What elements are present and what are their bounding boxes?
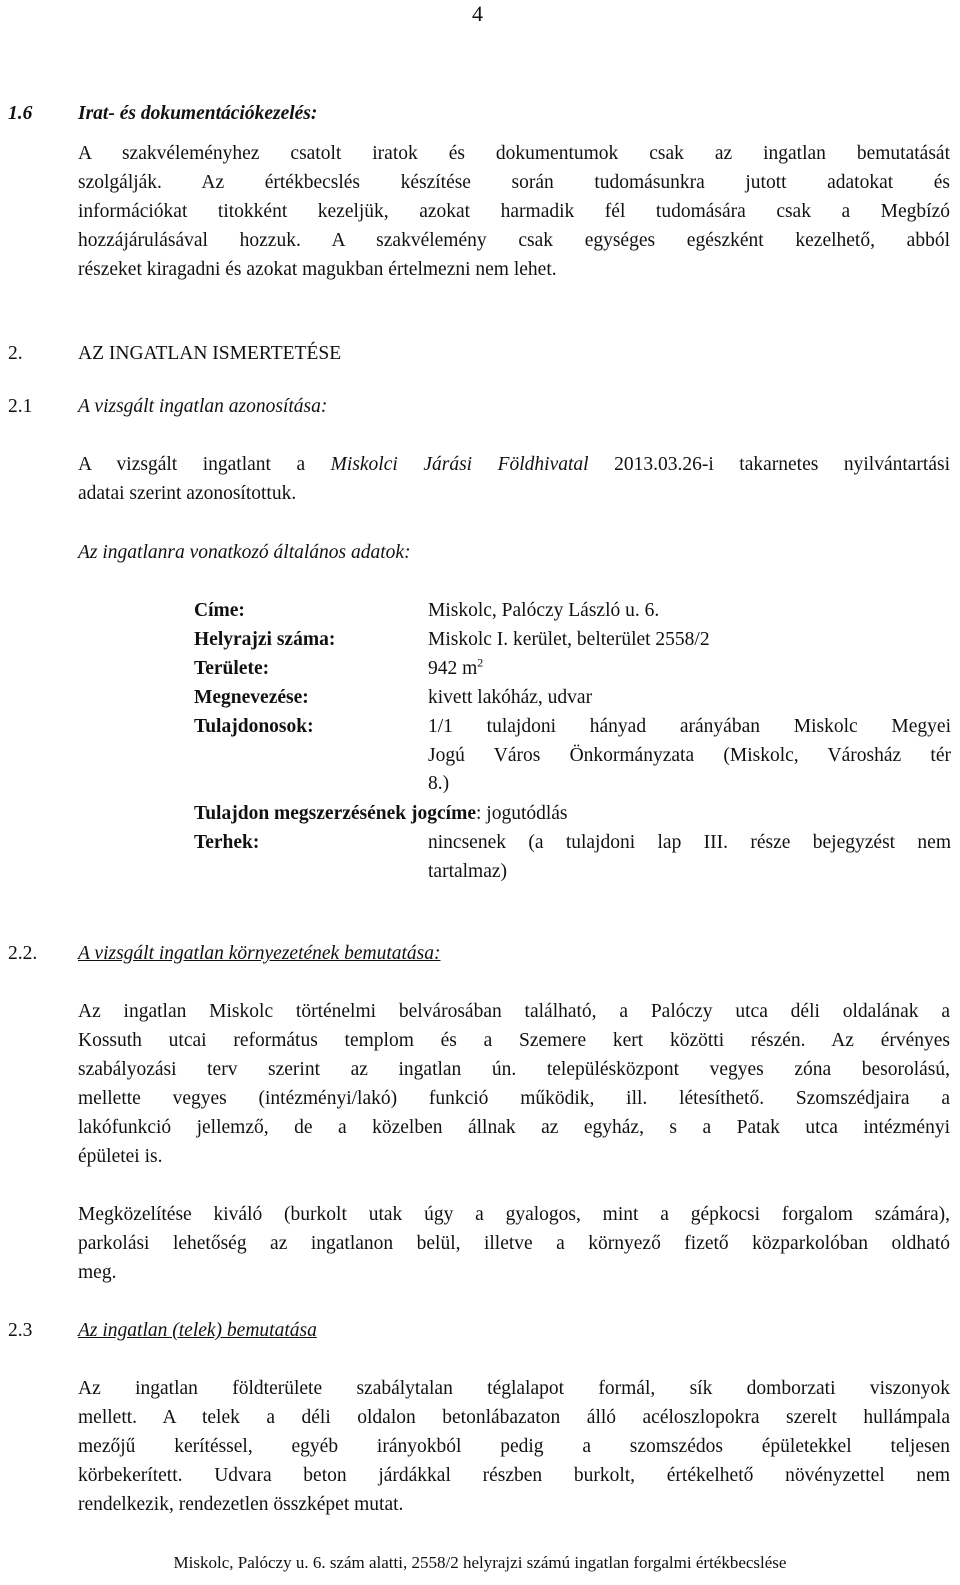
s22-p1-line-5: lakófunkció jellemző, de a közelben állnak az egyház, s a Patak utca intézményi: [78, 1117, 950, 1138]
section-1-6-title: Irat- és dokumentációkezelés:: [78, 103, 318, 124]
s22-p1-line-4: mellette vegyes (intézményi/lakó) funkció működik, ill. létesíthető. Szomszédjaira a: [78, 1088, 950, 1109]
section-2-3-number: 2.3: [8, 1320, 33, 1341]
section-2-1-number: 2.1: [8, 396, 33, 417]
s16-line-3: információkat titokként kezeljük, azokat harmadik fél tudomására csak a Megbízó: [78, 201, 950, 222]
acquisition-label: Tulajdon megszerzésének jogcíme: [194, 803, 476, 824]
s22-p1-line-6: épületei is.: [78, 1146, 163, 1167]
page-footer: Miskolc, Palóczy u. 6. szám alatti, 2558/2 helyrajzi számú ingatlan forgalmi értékbecslése: [173, 1553, 787, 1572]
s16-line-2: szolgálják. Az értékbecslés készítése során tudomásunkra jutott adatokat és: [78, 172, 950, 193]
lot-number-label: Helyrajzi száma:: [194, 629, 336, 650]
s23-line-4: körbekerített. Udvara beton járdákkal részben burkolt, értékelhető növényzettel nem: [78, 1465, 950, 1486]
acquisition-value: : jogutódlás: [475, 803, 568, 824]
owners-line-2: Jogú Város Önkormányzata (Miskolc, Városház tér: [428, 744, 951, 766]
s23-line-2: mellett. A telek a déli oldalon betonlábazaton álló acéloszlopokra szerelt hullámpala: [78, 1407, 950, 1428]
s23-line-5: rendelkezik, rendezetlen összképet mutat.: [78, 1494, 404, 1515]
burdens-line-2: tartalmaz): [428, 860, 508, 882]
area-unit-exponent: 2: [477, 655, 484, 670]
burdens-line-1: nincsenek (a tulajdoni lap III. része bejegyzést nem: [428, 832, 951, 853]
area-number: 942 m: [428, 658, 478, 679]
area-value: [428, 655, 951, 684]
section-2-2-title: A vizsgált ingatlan környezetének bemutatása:: [78, 943, 441, 964]
lot-number-value: Miskolc I. kerület, belterület 2558/2: [428, 629, 710, 650]
owners-line-3: 8.): [428, 773, 450, 794]
s21-line-1a: A vizsgált ingatlant a: [78, 454, 331, 475]
section-2-1-title: A vizsgált ingatlan azonosítása:: [78, 396, 328, 417]
section-2-title: AZ INGATLAN ISMERTETÉSE: [78, 343, 342, 364]
s22-p1-line-1: Az ingatlan Miskolc történelmi belvárosában található, a Palóczy utca déli oldalának a: [78, 1001, 950, 1022]
section-1-6-number: 1.6: [8, 103, 33, 124]
s16-line-1: A szakvéleményhez csatolt iratok és dokumentumok csak az ingatlan bemutatását: [78, 143, 950, 164]
owners-value: [428, 713, 951, 799]
page-number: 4: [472, 1, 483, 26]
acquisition-title-row: [194, 800, 568, 829]
section-2-2-number: 2.2.: [8, 943, 38, 964]
s22-p1-line-3: szabályozási terv szerint az ingatlan ún. településközpont vegyes zóna besorolású,: [78, 1059, 950, 1080]
burdens-label: Terhek:: [194, 832, 260, 853]
section-2-number: 2.: [8, 343, 23, 364]
s22-p2-line-1: Megközelítése kiváló (burkolt utak úgy a gyalogos, mint a gépkocsi forgalom számára),: [78, 1204, 950, 1225]
address-value: Miskolc, Palóczy László u. 6.: [428, 600, 660, 621]
s21-line-1: [78, 451, 950, 480]
designation-value: kivett lakóház, udvar: [428, 687, 593, 708]
owners-line-1: 1/1 tulajdoni hányad arányában Miskolc Megyei: [428, 716, 951, 737]
address-label: Címe:: [194, 600, 245, 621]
burdens-value: [428, 829, 951, 886]
s23-line-3: mezőjű kerítéssel, egyéb irányokból pedig a szomszédos épületekkel teljesen: [78, 1436, 950, 1457]
s16-line-4: hozzájárulásával hozzuk. A szakvélemény csak egységes egészként kezelhető, abból: [78, 230, 950, 251]
s22-p2-line-2: parkolási lehetőség az ingatlanon belül, illetve a környező fizető közparkolóban oldható: [78, 1233, 950, 1254]
s23-line-1: Az ingatlan földterülete szabálytalan téglalapot formál, sík domborzati viszonyok: [78, 1378, 950, 1399]
s22-p2-line-3: meg.: [78, 1262, 117, 1283]
owners-label: Tulajdonosok:: [194, 716, 314, 737]
s21-line-1c: 2013.03.26-i takarnetes nyilvántartási: [588, 454, 951, 475]
land-office-name: Miskolci Járási Földhivatal: [330, 454, 589, 475]
s22-p1-line-2: Kossuth utcai református templom és a Szemere kert közötti részén. Az érvényes: [78, 1030, 950, 1051]
s21-line-2: adatai szerint azonosítottuk.: [78, 483, 297, 504]
s16-line-5: részeket kiragadni és azokat magukban értelmezni nem lehet.: [78, 259, 557, 280]
designation-label: Megnevezése:: [194, 687, 309, 708]
area-label: Területe:: [194, 658, 270, 679]
section-2-3-title: Az ingatlan (telek) bemutatása: [78, 1320, 317, 1341]
general-data-heading: Az ingatlanra vonatkozó általános adatok:: [78, 542, 411, 563]
